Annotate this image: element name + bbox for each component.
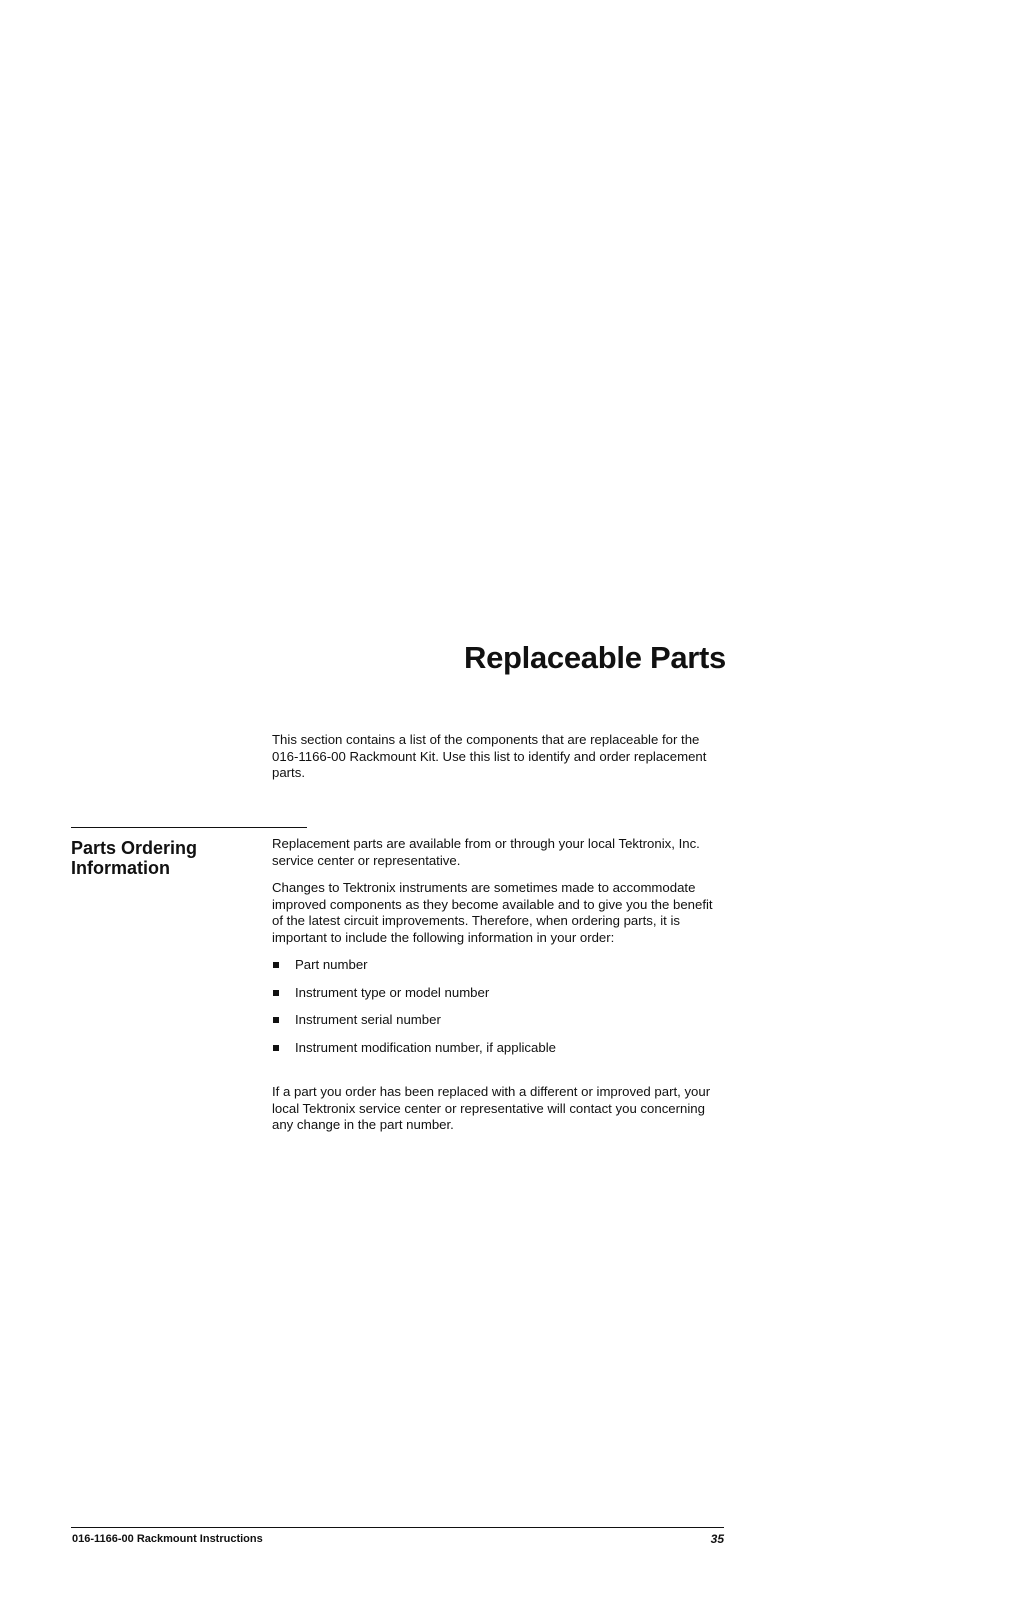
- square-bullet-icon: [273, 1045, 279, 1051]
- list-item-text: Instrument serial number: [295, 1012, 441, 1027]
- paragraph: Changes to Tektronix instruments are sometimes made to accommodate improved components as they become available and to give you the benefit of the latest circuit improvements. Therefore, when ordering parts, it is important to include the following information in your order:: [272, 880, 713, 945]
- intro-paragraph: This section contains a list of the components that are replaceable for the 016-1166-00 Rackmount Kit. Use this list to identify and order replacement parts.: [272, 732, 707, 780]
- list-item: [272, 1012, 722, 1029]
- footer-divider: [71, 1527, 724, 1528]
- list-item: [272, 1040, 722, 1057]
- square-bullet-icon: [273, 962, 279, 968]
- intro-section: [272, 732, 722, 793]
- list-item: [272, 957, 722, 974]
- paragraph: Replacement parts are available from or through your local Tektronix, Inc. service center or representative.: [272, 836, 700, 868]
- square-bullet-icon: [273, 1017, 279, 1023]
- list-item-text: Instrument modification number, if applicable: [295, 1039, 556, 1055]
- order-info-list: [272, 957, 722, 1056]
- section-divider: [71, 827, 307, 828]
- list-item-text: Part number: [295, 957, 368, 972]
- parts-ordering-body: [272, 836, 722, 1145]
- page-number: 35: [710, 1532, 724, 1546]
- list-item-text: Instrument type or model number: [295, 984, 490, 1000]
- square-bullet-icon: [273, 990, 279, 996]
- closing-paragraph: If a part you order has been replaced with a different or improved part, your local Tektronix service center or representative will contact you concerning any change in the part number.: [272, 1084, 711, 1132]
- list-item: [272, 985, 722, 1002]
- page-title: Replaceable Parts: [464, 640, 726, 675]
- footer-document-title: 016-1166-00 Rackmount Instructions: [72, 1533, 263, 1545]
- section-heading: Parts Ordering Information: [71, 838, 198, 878]
